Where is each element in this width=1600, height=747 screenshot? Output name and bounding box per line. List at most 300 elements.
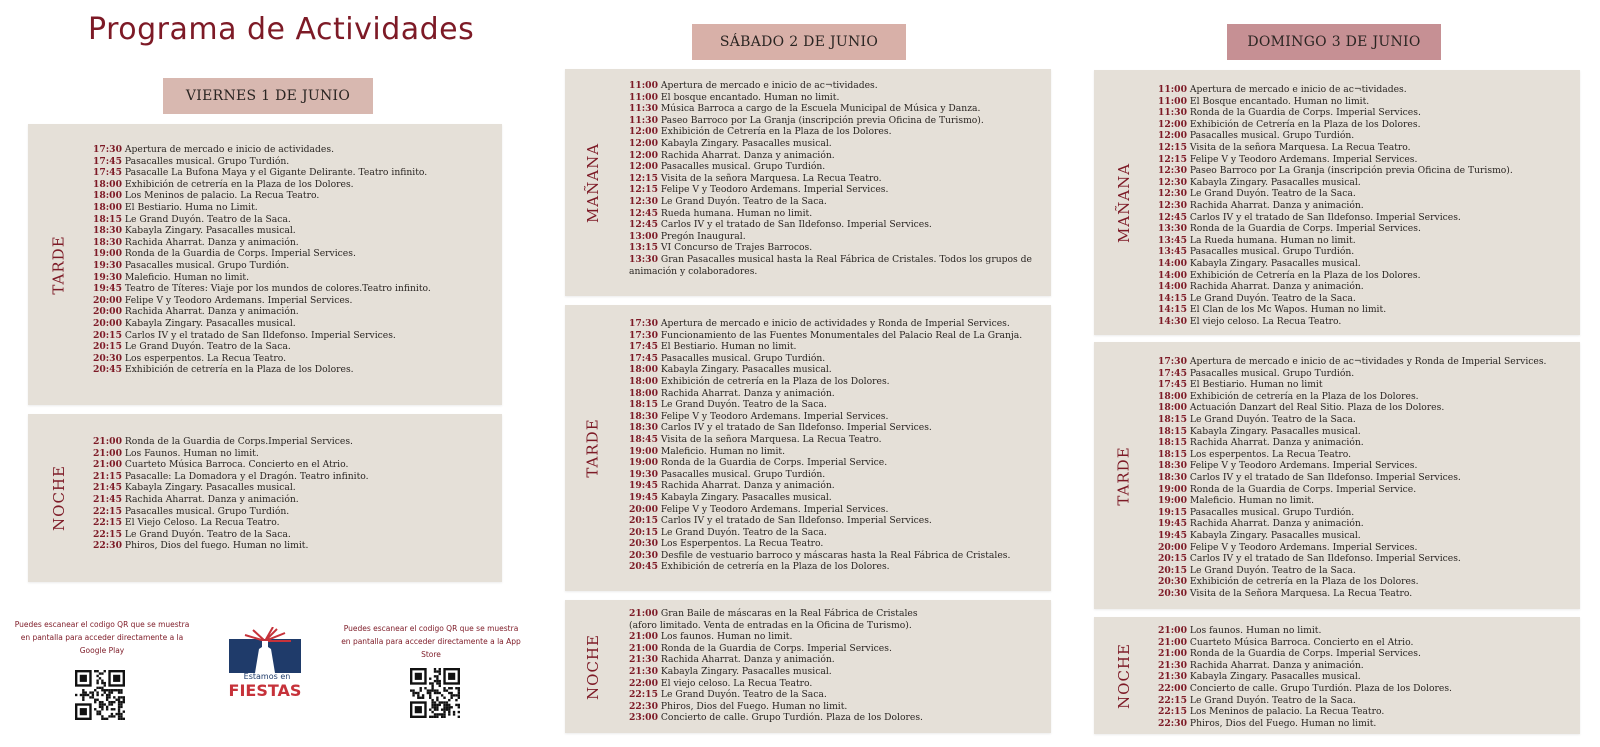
event-row — [629, 422, 1041, 434]
event-description: Pasacalles musical. Grupo Turdión. — [660, 352, 826, 364]
event-description: Rachida Aharrat. Danza y animación. — [660, 387, 835, 399]
event-row — [1158, 472, 1570, 484]
event-row — [629, 115, 1041, 127]
qr-code-app-store-icon[interactable] — [407, 668, 463, 718]
event-row — [1158, 530, 1570, 542]
event-row — [93, 540, 492, 552]
event-row — [1158, 718, 1570, 730]
event-row — [629, 469, 1041, 481]
event-time: 22:15 — [1158, 706, 1187, 718]
event-time: 17:30 — [629, 318, 658, 329]
event-time: 12:30 — [629, 195, 658, 207]
event-time: 20:00 — [93, 294, 122, 306]
event-time: 11:00 — [1158, 84, 1187, 95]
event-description: Pasacalles musical. Grupo Turdión. — [660, 468, 826, 480]
event-description: Desfile de vestuario barroco y máscaras hasta la Real Fábrica de Cristales. — [660, 549, 1011, 561]
event-row — [93, 471, 492, 483]
event-description: El Bestiario. Human no limit. — [660, 341, 797, 353]
event-description: Los Esperpentos. La Recua Teatro. — [660, 538, 824, 550]
event-time: 12:45 — [629, 219, 658, 231]
event-description: Exhibición de cetrería en la Plaza de los Dolores. — [660, 561, 890, 573]
event-time: 18:30 — [93, 236, 122, 248]
event-description: Phiros, Dios del fuego. Human no limit. — [124, 540, 309, 552]
event-time: 19:00 — [1158, 483, 1187, 495]
event-time: 20:30 — [1158, 576, 1187, 588]
event-time: 21:00 — [629, 631, 658, 643]
event-time: 20:00 — [1158, 541, 1187, 553]
event-row — [629, 399, 1041, 411]
event-time: 19:00 — [1158, 495, 1187, 507]
event-time: 17:45 — [93, 155, 122, 167]
event-row — [1158, 379, 1570, 391]
event-row — [1158, 304, 1570, 316]
panel-sunday-tarde — [1094, 342, 1580, 609]
event-description: Concierto de calle. Grupo Turdión. Plaza de los Dolores. — [660, 712, 923, 724]
event-time: 20:15 — [1158, 564, 1187, 576]
event-row — [629, 184, 1041, 196]
event-row — [629, 103, 1041, 115]
event-row — [1158, 119, 1570, 131]
event-time: 21:30 — [1158, 671, 1187, 683]
panel-saturday-noche — [565, 600, 1051, 733]
event-time: 20:30 — [629, 549, 658, 561]
event-time: 14:00 — [1158, 269, 1187, 281]
event-description: Rachida Aharrat. Danza y animación. — [124, 306, 299, 318]
event-description: Rachida Aharrat. Danza y animación. — [660, 654, 835, 666]
section-label-noche: NOCHE — [1115, 642, 1133, 709]
event-row — [629, 388, 1041, 400]
event-time: 18:00 — [93, 201, 122, 213]
event-time: 21:00 — [629, 642, 658, 654]
event-description: Pasacalles musical. Grupo Turdión. — [124, 155, 290, 167]
event-row — [1158, 518, 1570, 530]
event-time: 13:45 — [1158, 234, 1187, 246]
event-row — [629, 515, 1041, 527]
event-row — [629, 689, 1041, 701]
event-description: Felipe V y Teodoro Ardemans. Imperial Services. — [1189, 153, 1418, 165]
event-description: Le Grand Duyón. Teatro de la Saca. — [1189, 188, 1356, 200]
event-description: Exhibición de Cetrería en la Plaza de los Dolores. — [660, 126, 892, 138]
event-row — [629, 80, 1041, 92]
event-time: 22:15 — [1158, 694, 1187, 706]
event-row — [1158, 576, 1570, 588]
panel-saturday-manana — [565, 69, 1051, 296]
event-row — [629, 608, 1041, 620]
page-title: Programa de Actividades — [88, 12, 475, 47]
event-time: 18:30 — [629, 410, 658, 422]
event-time: 20:30 — [629, 538, 658, 550]
event-row — [629, 150, 1041, 162]
logo-caption-small: Estamos en — [243, 672, 291, 681]
event-time: 21:00 — [1158, 625, 1187, 636]
event-row — [629, 219, 1041, 231]
event-description: Los Meninos de palacio. La Recua Teatro. — [124, 190, 320, 202]
panel-sunday-manana — [1094, 70, 1580, 335]
event-list — [629, 608, 1041, 724]
event-description: Felipe V y Teodoro Ardemans. Imperial Services. — [1189, 460, 1418, 472]
event-time: 18:15 — [1158, 413, 1187, 425]
event-time: 11:00 — [629, 91, 658, 103]
event-time: 19:45 — [93, 283, 122, 295]
event-time: 17:45 — [629, 352, 658, 364]
event-time: 20:15 — [93, 329, 122, 341]
event-row — [1158, 281, 1570, 293]
event-time: 20:00 — [93, 306, 122, 318]
event-row — [1158, 258, 1570, 270]
event-row — [1158, 293, 1570, 305]
event-row — [629, 138, 1041, 150]
event-time: 21:30 — [629, 665, 658, 677]
event-description: El Viejo Celoso. La Recua Teatro. — [124, 517, 280, 529]
event-description: Kabayla Zingary. Pasacalles musical. — [1189, 529, 1361, 541]
event-description: Gran Baile de máscaras en la Real Fábrica de Cristales — [660, 608, 918, 619]
event-row — [1158, 588, 1570, 600]
event-row — [629, 92, 1041, 104]
day-label-sunday: DOMINGO 3 DE JUNIO — [1227, 24, 1441, 60]
event-description: Visita de la Señora Marquesa. La Recua Teatro. — [1189, 587, 1413, 599]
event-row — [93, 260, 492, 272]
event-description: Rachida Aharrat. Danza y animación. — [124, 236, 299, 248]
event-time: 12:15 — [1158, 153, 1187, 165]
event-row — [93, 167, 492, 179]
event-row — [629, 712, 1041, 724]
event-row — [93, 482, 492, 494]
event-time: 20:15 — [629, 526, 658, 538]
event-time: 12:00 — [629, 161, 658, 173]
section-label-manana: MAÑANA — [584, 142, 603, 223]
event-time: 18:00 — [629, 387, 658, 399]
qr-app-store-text: Puedes escanear el codigo QR que se muestra en pantalla para acceder directamente a la App Store — [341, 624, 521, 659]
event-time: 12:45 — [1158, 211, 1187, 223]
event-description: Los Faunos. Human no limit. — [124, 447, 259, 459]
logo-caption-big: FIESTAS — [228, 681, 302, 700]
event-time: 13:45 — [1158, 246, 1187, 258]
event-time: 20:00 — [629, 503, 658, 515]
event-row — [1158, 706, 1570, 718]
event-description: Kabayla Zingary. Pasacalles musical. — [1189, 176, 1361, 188]
event-row — [1158, 637, 1570, 649]
event-description: Maleficio. Human no limit. — [124, 271, 250, 283]
panel-friday-noche — [28, 414, 502, 582]
event-description: Exhibición de cetrería en la Plaza de los Dolores. — [1189, 390, 1419, 402]
event-row — [93, 214, 492, 226]
event-row — [629, 364, 1041, 376]
event-row — [1158, 188, 1570, 200]
event-row — [93, 202, 492, 214]
event-description: Carlos IV y el tratado de San Ildefonso. Imperial Services. — [660, 515, 932, 527]
event-row — [1158, 165, 1570, 177]
event-description: Música Barroca a cargo de la Escuela Municipal de Música y Danza. — [660, 103, 981, 115]
event-description: Le Grand Duyón. Teatro de la Saca. — [1189, 694, 1356, 706]
event-time: 19:45 — [629, 491, 658, 503]
event-description: Felipe V y Teodoro Ardemans. Imperial Services. — [660, 410, 889, 422]
event-time: 21:00 — [93, 436, 122, 447]
event-time: 19:45 — [1158, 529, 1187, 541]
event-row — [1158, 200, 1570, 212]
event-row — [93, 179, 492, 191]
event-time: 21:45 — [93, 482, 122, 494]
event-time: 13:15 — [629, 242, 658, 254]
event-time: 18:30 — [1158, 471, 1187, 483]
event-time: 12:30 — [1158, 165, 1187, 177]
event-time: 11:00 — [629, 80, 658, 91]
event-time: 17:30 — [629, 329, 658, 341]
event-row — [1158, 460, 1570, 472]
event-description: El Bosque encantado. Human no limit. — [1189, 95, 1370, 107]
event-row — [93, 225, 492, 237]
event-description: Los faunos. Human no limit. — [1189, 625, 1322, 636]
event-row — [629, 550, 1041, 562]
event-description: Ronda de la Guardia de Corps. Imperial Services. — [1189, 107, 1421, 119]
event-description: Pasacalles musical. Grupo Turdión. — [1189, 367, 1355, 379]
event-row — [629, 561, 1041, 573]
section-label-tarde: TARDE — [49, 234, 68, 295]
event-row — [93, 156, 492, 168]
event-row — [629, 654, 1041, 666]
event-row — [93, 341, 492, 353]
section-label-noche: NOCHE — [584, 633, 602, 700]
event-time: 21:00 — [1158, 648, 1187, 660]
event-row — [629, 208, 1041, 220]
event-description: El bosque encantado. Human no limit. — [660, 91, 840, 103]
event-time: 22:30 — [1158, 717, 1187, 729]
event-description: Exhibición de cetrería en la Plaza de los Dolores. — [124, 364, 354, 376]
event-time: 12:00 — [629, 137, 658, 149]
event-time: 19:30 — [93, 259, 122, 271]
event-row — [629, 457, 1041, 469]
event-row — [629, 527, 1041, 539]
event-row — [1158, 437, 1570, 449]
event-description: Pasacalles musical. Grupo Turdión. — [124, 259, 290, 271]
event-time: 17:30 — [93, 144, 122, 155]
section-label-noche: NOCHE — [50, 465, 68, 531]
qr-code-google-play-icon[interactable] — [72, 670, 128, 720]
event-description: Felipe V y Teodoro Ardemans. Imperial Services. — [124, 294, 353, 306]
event-time: 12:15 — [629, 172, 658, 184]
event-description: Pasacalles musical. Grupo Turdión. — [124, 505, 290, 517]
event-row — [629, 330, 1041, 342]
event-row — [93, 144, 492, 156]
event-time: 20:45 — [629, 561, 658, 573]
event-description: Los esperpentos. La Recua Teatro. — [124, 352, 287, 364]
event-list — [629, 80, 1041, 277]
event-time: 13:30 — [1158, 223, 1187, 235]
event-time: 12:15 — [1158, 141, 1187, 153]
event-row — [1158, 356, 1570, 368]
event-time: 18:00 — [629, 375, 658, 387]
event-row — [1158, 368, 1570, 380]
event-time: 12:15 — [629, 184, 658, 196]
event-list — [1158, 356, 1570, 599]
event-description: Le Grand Duyón. Teatro de la Saca. — [660, 195, 827, 207]
event-time: 21:00 — [629, 608, 658, 619]
event-row — [93, 529, 492, 541]
event-description: Exhibición de cetrería en la Plaza de los Dolores. — [1189, 576, 1419, 588]
event-row — [1158, 316, 1570, 328]
event-description: Le Grand Duyón. Teatro de la Saca. — [1189, 292, 1356, 304]
event-description: Apertura de mercado e inicio de actividades y Ronda de Imperial Services. — [660, 318, 1010, 329]
event-description: Felipe V y Teodoro Ardemans. Imperial Services. — [1189, 541, 1418, 553]
event-row — [93, 494, 492, 506]
event-time: 19:45 — [1158, 518, 1187, 530]
event-row — [629, 173, 1041, 185]
event-time: 20:45 — [93, 364, 122, 376]
event-description: Kabayla Zingary. Pasacalles musical. — [660, 364, 832, 376]
event-time: 11:00 — [1158, 95, 1187, 107]
event-description: El Clan de los Mc Wapos. Human no limit. — [1189, 304, 1387, 316]
event-description: Le Grand Duyón. Teatro de la Saca. — [124, 341, 291, 353]
event-description: Le Grand Duyón. Teatro de la Saca. — [660, 399, 827, 411]
day-label-saturday: SÁBADO 2 DE JUNIO — [692, 24, 906, 60]
event-time: 18:00 — [93, 190, 122, 202]
event-description: Le Grand Duyón. Teatro de la Saca. — [660, 689, 827, 701]
event-description: Rachida Aharrat. Danza y animación. — [1189, 281, 1364, 293]
event-description: Visita de la señora Marquesa. La Recua Teatro. — [1189, 141, 1411, 153]
event-row — [93, 459, 492, 471]
event-row — [1158, 96, 1570, 108]
event-description: Apertura de mercado e inicio de actividades. — [124, 144, 334, 155]
event-time: 21:30 — [1158, 659, 1187, 671]
event-time: 19:00 — [629, 445, 658, 457]
event-time: 17:30 — [1158, 356, 1187, 367]
event-row — [1158, 449, 1570, 461]
event-row — [1158, 391, 1570, 403]
event-time: 12:30 — [1158, 176, 1187, 188]
event-description: Rachida Aharrat. Danza y animación. — [1189, 199, 1364, 211]
event-row — [1158, 212, 1570, 224]
event-time: 17:45 — [1158, 379, 1187, 391]
section-label-tarde: TARDE — [584, 418, 603, 478]
event-time: 12:00 — [1158, 130, 1187, 142]
event-time: 19:30 — [93, 271, 122, 283]
event-row — [629, 701, 1041, 713]
event-description: Phiros, Dios del Fuego. Human no limit. — [1189, 717, 1377, 729]
event-description: Kabayla Zingary. Pasacalles musical. — [124, 317, 296, 329]
event-description: Pasacalles musical. Grupo Turdión. — [1189, 246, 1355, 258]
event-description: Carlos IV y el tratado de San Ildefonso. Imperial Services. — [660, 422, 932, 434]
event-description: Los esperpentos. La Recua Teatro. — [1189, 448, 1352, 460]
event-description: Ronda de la Guardia de Corps. Imperial Service. — [1189, 483, 1417, 495]
event-description: Le Grand Duyón. Teatro de la Saca. — [124, 528, 291, 540]
event-row — [629, 446, 1041, 458]
event-description: Kabayla Zingary. Pasacalles musical. — [660, 491, 832, 503]
event-description: Visita de la señora Marquesa. La Recua Teatro. — [660, 433, 882, 445]
event-time: 19:00 — [93, 248, 122, 260]
event-description: Phiros, Dios del Fuego. Human no limit. — [660, 700, 848, 712]
event-time: 14:00 — [1158, 281, 1187, 293]
event-description: Pregón Inaugural. — [660, 230, 746, 242]
event-time: 21:15 — [93, 470, 122, 482]
event-time: 11:30 — [629, 103, 658, 115]
event-description: Kabayla Zingary. Pasacalles musical. — [124, 225, 296, 237]
event-row — [1158, 142, 1570, 154]
event-row — [629, 504, 1041, 516]
event-time: 13:30 — [629, 253, 658, 265]
event-time: 13:00 — [629, 230, 658, 242]
event-row — [629, 620, 1041, 632]
event-description: Carlos IV y el tratado de San Ildefonso. Imperial Services. — [1189, 471, 1461, 483]
event-row — [93, 318, 492, 330]
event-row — [629, 631, 1041, 643]
event-description: Rachida Aharrat. Danza y animación. — [1189, 518, 1364, 530]
event-description: (aforo limitado. Venta de entradas en la Oficina de Turismo). — [629, 619, 912, 631]
event-description: Cuarteto Música Barroca. Concierto en el Atrio. — [1189, 636, 1414, 648]
event-row — [1158, 660, 1570, 672]
event-time: 19:45 — [629, 480, 658, 492]
event-time: 18:00 — [93, 178, 122, 190]
event-row — [93, 353, 492, 365]
event-time: 18:15 — [1158, 448, 1187, 460]
event-row — [1158, 235, 1570, 247]
event-description: Ronda de la Guardia de Corps. Imperial Services. — [1189, 223, 1421, 235]
event-row — [629, 254, 1041, 277]
event-row — [629, 126, 1041, 138]
event-time: 12:00 — [629, 149, 658, 161]
event-row — [1158, 246, 1570, 258]
event-row — [93, 295, 492, 307]
event-row — [1158, 507, 1570, 519]
event-time: 18:00 — [1158, 390, 1187, 402]
event-description: VI Concurso de Trajes Barrocos. — [660, 242, 813, 254]
event-description: Felipe V y Teodoro Ardemans. Imperial Services. — [660, 503, 889, 515]
panel-saturday-tarde — [565, 305, 1051, 591]
event-description: Exhibición de Cetrería en la Plaza de los Dolores. — [1189, 118, 1421, 130]
event-time: 21:00 — [93, 459, 122, 471]
event-description: Paseo Barroco por La Granja (inscripción previa Oficina de Turismo). — [660, 114, 984, 126]
event-time: 18:30 — [93, 225, 122, 237]
event-time: 22:30 — [93, 540, 122, 552]
event-time: 12:30 — [1158, 199, 1187, 211]
event-row — [629, 492, 1041, 504]
event-time: 18:15 — [93, 213, 122, 225]
event-time: 12:45 — [629, 207, 658, 219]
event-description: Rachida Aharrat. Danza y animación. — [1189, 437, 1364, 449]
event-description: Le Grand Duyón. Teatro de la Saca. — [124, 213, 291, 225]
event-time: 11:30 — [1158, 107, 1187, 119]
event-time: 20:30 — [1158, 587, 1187, 599]
event-description: El Bestiario. Huma no Limit. — [124, 201, 258, 213]
event-time: 19:15 — [1158, 506, 1187, 518]
event-time: 23:00 — [629, 712, 658, 724]
event-description: Carlos IV y el tratado de San Ildefonso. Imperial Services. — [1189, 211, 1461, 223]
event-description: Gran Pasacalles musical hasta la Real Fábrica de Cristales. Todos los grupos de animación y colaboradores. — [629, 253, 1032, 277]
event-row — [93, 436, 492, 448]
event-description: Carlos IV y el tratado de San Ildefonso. Imperial Services. — [660, 219, 932, 231]
event-description: Exhibición de cetrería en la Plaza de los Dolores. — [660, 375, 890, 387]
event-time: 22:00 — [629, 677, 658, 689]
event-row — [93, 283, 492, 295]
event-time: 17:45 — [629, 341, 658, 353]
event-description: Le Grand Duyón. Teatro de la Saca. — [1189, 564, 1356, 576]
event-row — [629, 434, 1041, 446]
event-description: Rachida Aharrat. Danza y animación. — [660, 149, 835, 161]
event-time: 18:15 — [1158, 425, 1187, 437]
event-row — [93, 237, 492, 249]
event-description: Ronda de la Guardia de Corps. Imperial Services. — [1189, 648, 1421, 660]
event-time: 22:15 — [629, 689, 658, 701]
event-time: 14:30 — [1158, 315, 1187, 327]
event-description: Felipe V y Teodoro Ardemans. Imperial Services. — [660, 184, 889, 196]
event-time: 14:15 — [1158, 304, 1187, 316]
event-description: Kabayla Zingary. Pasacalles musical. — [124, 482, 296, 494]
event-description: Apertura de mercado e inicio de ac¬tividades. — [660, 80, 878, 91]
event-time: 18:30 — [1158, 460, 1187, 472]
event-time: 21:00 — [1158, 636, 1187, 648]
event-row — [93, 364, 492, 376]
event-row — [629, 231, 1041, 243]
event-description: Kabayla Zingary. Pasacalles musical. — [1189, 671, 1361, 683]
event-description: El viejo celoso. La Recua Teatro. — [1189, 315, 1342, 327]
